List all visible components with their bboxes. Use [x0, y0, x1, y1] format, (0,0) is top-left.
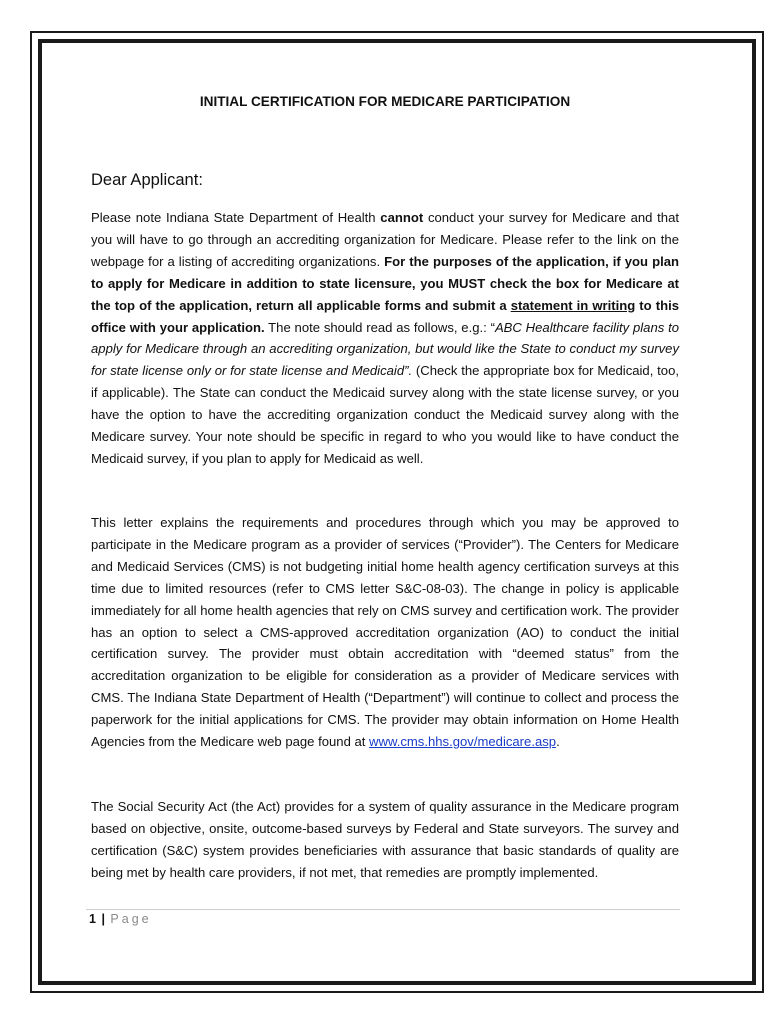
p1-text-3: The note should read as follows, e.g.: “	[264, 319, 495, 335]
paragraph-social-security-act: The Social Security Act (the Act) provides for a system of quality assurance in the Medicare program based on objective, onsite, outcome-based surveys by Federal and State surveyors. The survey and certification (S&C) system provides beneficiaries with assurance that basic standards of quality are being met by health care providers, if not met, that remedies are promptly implemented.	[91, 799, 679, 880]
p1-text-1: Please note Indiana State Department of Health	[91, 210, 381, 225]
salutation: Dear Applicant:	[91, 171, 203, 189]
paragraph-requirements	[91, 512, 679, 753]
document-title: INITIAL CERTIFICATION FOR MEDICARE PARTICIPATION	[199, 94, 571, 109]
cms-medicare-link[interactable]: www.cms.hhs.gov/medicare.asp	[369, 734, 557, 750]
paragraph-medicare-note	[91, 207, 679, 470]
p1-text-2: conduct your survey for Medicare and that you will have to go through an accrediting organization for Medicare. Please refer to the link on the webpage for a listing of accrediting organizations.	[91, 210, 679, 269]
page-footer	[89, 912, 152, 926]
page-number: 1	[89, 912, 96, 926]
p2-text-2: .	[556, 734, 560, 750]
p2-text-1: This letter explains the requirements and procedures through which you may be approved to participate in the Medicare program as a provider of services (“Provider”). The Centers for Medicare and Medicaid Services (CMS) is not budgeting initial home health agency certification surveys at this time due to limited resources (refer to CMS letter S&C-08-03). The change in policy is applicable immediately for all home health agencies that rely on CMS survey and certification work. The provider has an option to select a CMS-approved accreditation organization (AO) to conduct the initial certification survey. The provider must obtain accreditation with “deemed status” from the accreditation organization to be eligible for consideration as a provider of Medicare services with CMS. The Indiana State Department of Health (“Department”) will continue to collect and process the paperwork for the initial applications for CMS. The provider may obtain information on Home Health Agencies from the Medicare web page found at	[91, 515, 679, 750]
p1-bold-office: to this office with your application.	[91, 297, 679, 335]
p1-bold-cannot: cannot	[380, 210, 424, 225]
p1-bold-underlined-statement: statement in writing	[510, 297, 636, 313]
page-label: Page	[110, 912, 152, 926]
p1-italic-example: ABC Healthcare facility plans to apply for Medicare through an accrediting organization, but would like the State to conduct my survey for state license only or for state license and Medicaid”.	[91, 319, 679, 379]
footer-separator: |	[101, 912, 105, 926]
p1-bold-instructions: For the purposes of the application, if you plan to apply for Medicare in addition to state licensure, you MUST check the box for Medicare at the top of the application, return all applicable forms and submit a	[91, 253, 679, 313]
p1-text-4: (Check the appropriate box for Medicaid, too, if applicable). The State can conduct the Medicaid survey along with the state license survey, or you have the option to have the accrediting organization conduct the Medicaid survey along with the Medicare survey. Your note should be specific in regard to who you would like to have conduct the Medicaid survey, if you plan to apply for Medicaid as well.	[91, 363, 680, 466]
footer-divider	[86, 909, 680, 910]
